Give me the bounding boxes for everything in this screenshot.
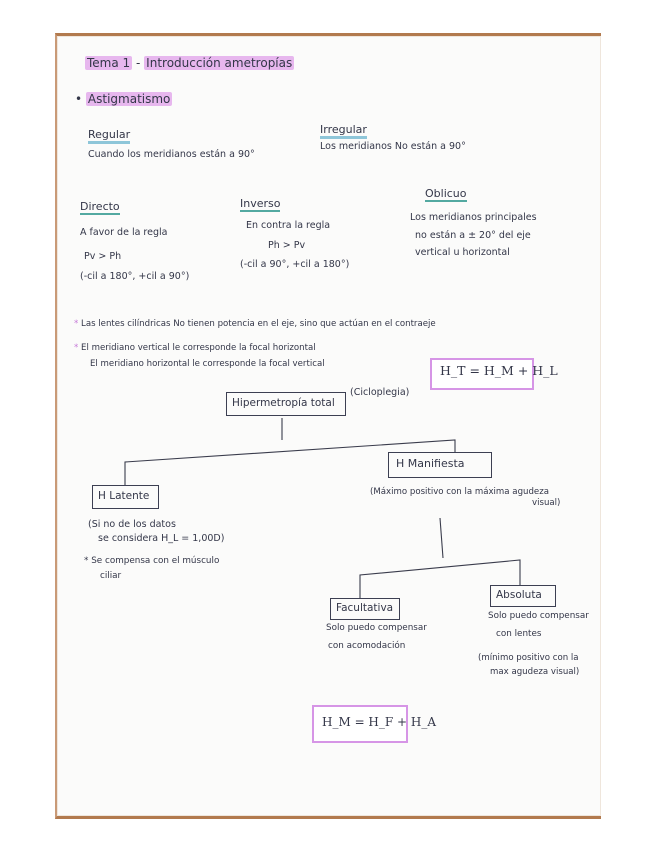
directo-line2: Pv > Ph	[84, 251, 122, 262]
title-topic: Introducción ametropías	[146, 56, 293, 70]
section-bullet: •	[75, 92, 83, 106]
line-manifiesta-down	[440, 518, 443, 558]
oblicuo-label-text: Oblicuo	[425, 187, 467, 200]
inverso-label	[240, 198, 280, 210]
note-meridian-1	[74, 342, 316, 354]
oblicuo-line1: Los meridianos principales	[410, 212, 537, 223]
h-latente-n1: (Si no de los datos	[88, 519, 176, 530]
section-heading	[75, 93, 172, 105]
hip-total-note: (Cicloplegia)	[350, 387, 410, 398]
note-meridian-2: El meridiano horizontal le corresponde la focal vertical	[90, 359, 325, 369]
h-latente-n4: ciliar	[100, 571, 122, 581]
oblicuo-label	[425, 188, 467, 200]
facultativa-n2: con acomodación	[328, 641, 406, 651]
absoluta-label: Absoluta	[496, 589, 542, 601]
regular-text: Cuando los meridianos están a 90°	[88, 149, 255, 160]
irregular-label	[320, 124, 367, 136]
h-manifiesta-n2: visual)	[532, 498, 561, 508]
formula-bottom: H_M = H_F + H_A	[322, 715, 437, 729]
hip-total-label: Hipermetropía total	[232, 397, 335, 409]
section-title: Astigmatismo	[87, 92, 171, 106]
h-latente-label: H Latente	[98, 490, 150, 502]
h-manifiesta-n1: (Máximo positivo con la máxima agudeza	[370, 487, 549, 497]
regular-label-text: Regular	[88, 128, 130, 144]
facultativa-n1: Solo puedo compensar	[326, 623, 427, 633]
absoluta-n4: max agudeza visual)	[490, 667, 580, 677]
irregular-text: Los meridianos No están a 90°	[320, 141, 466, 152]
note-cylindrical	[74, 318, 436, 330]
note-cylindrical-text: Las lentes cilíndricas No tienen potencia en el eje, sino que actúan en el contraeje	[81, 319, 436, 329]
note-meridian-1-text: El meridiano vertical le corresponde la focal horizontal	[81, 343, 316, 353]
directo-line3: (-cil a 180°, +cil a 90°)	[80, 271, 190, 282]
directo-label-text: Directo	[80, 200, 120, 213]
note-star-2: *	[74, 343, 79, 353]
oblicuo-line3: vertical u horizontal	[415, 247, 510, 258]
title-tema	[85, 57, 294, 69]
regular-label	[88, 129, 130, 141]
formula-top: H_T = H_M + H_L	[440, 363, 558, 378]
directo-label	[80, 201, 120, 213]
note-star-1: *	[74, 319, 79, 329]
absoluta-n2: con lentes	[496, 629, 542, 639]
irregular-label-text: Irregular	[320, 123, 367, 139]
title-sep: -	[136, 56, 141, 70]
h-manifiesta-label: H Manifiesta	[396, 457, 465, 470]
inverso-label-text: Inverso	[240, 197, 281, 210]
title-tema-text: Tema 1	[87, 56, 131, 70]
absoluta-n1: Solo puedo compensar	[488, 611, 589, 621]
absoluta-n3: (mínimo positivo con la	[478, 653, 579, 663]
facultativa-label: Facultativa	[336, 602, 394, 614]
inverso-line1: En contra la regla	[246, 220, 331, 231]
h-latente-n3: * Se compensa con el músculo	[84, 556, 220, 566]
oblicuo-line2: no están a ± 20° del eje	[415, 230, 531, 241]
directo-line1: A favor de la regla	[80, 227, 168, 238]
inverso-line2: Ph > Pv	[268, 240, 306, 251]
h-latente-n2: se considera H_L = 1,00D)	[98, 533, 225, 544]
inverso-line3: (-cil a 90°, +cil a 180°)	[240, 259, 350, 270]
